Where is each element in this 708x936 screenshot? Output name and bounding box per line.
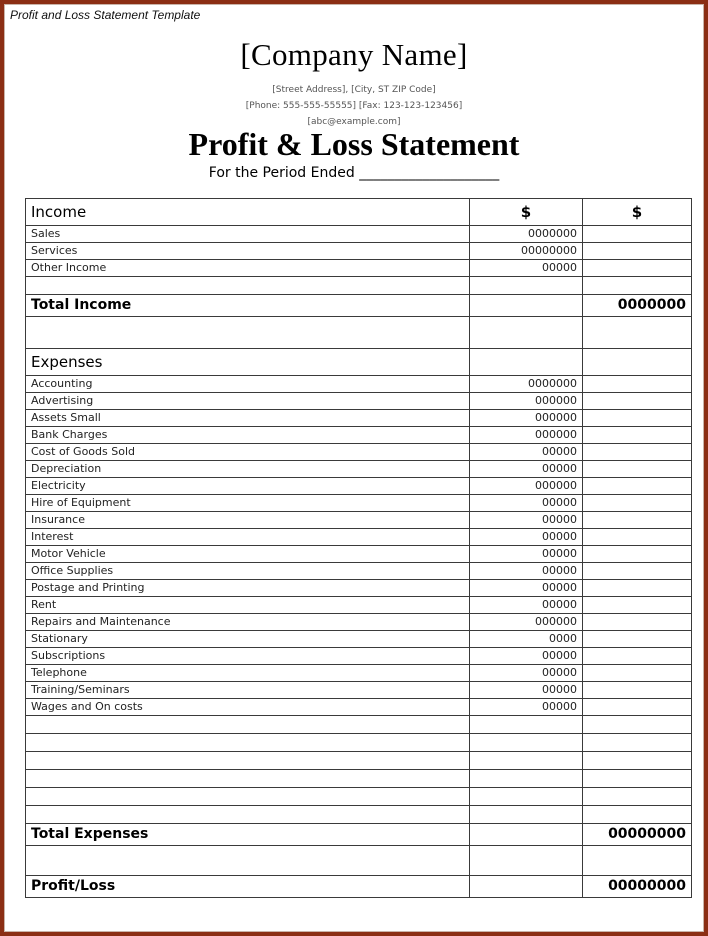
expense-item-value[interactable]: 000000 (470, 393, 583, 410)
empty-value-cell[interactable] (470, 277, 583, 295)
empty-label-cell[interactable] (26, 788, 470, 806)
expense-item-label: Postage and Printing (26, 580, 470, 597)
expense-item-label: Rent (26, 597, 470, 614)
empty-value-cell[interactable] (470, 770, 583, 788)
profit-loss-value[interactable]: 00000000 (583, 876, 692, 898)
expense-item-label: Stationary (26, 631, 470, 648)
expense-item-label: Electricity (26, 478, 470, 495)
expense-item-value[interactable]: 00000 (470, 512, 583, 529)
table-row (26, 682, 692, 699)
expense-item-value[interactable]: 000000 (470, 427, 583, 444)
empty-total-cell[interactable] (583, 734, 692, 752)
expense-item-total-cell[interactable] (583, 648, 692, 665)
empty-label-cell[interactable] (26, 317, 470, 349)
blank-row (26, 788, 692, 806)
empty-total-cell[interactable] (583, 716, 692, 734)
table-row (26, 546, 692, 563)
expense-item-total-cell[interactable] (583, 580, 692, 597)
income-item-value[interactable]: 00000 (470, 260, 583, 277)
income-heading: Income (26, 199, 470, 226)
blank-row (26, 770, 692, 788)
table-row (26, 495, 692, 512)
currency-col-1: $ (470, 199, 583, 226)
profit-loss-label: Profit/Loss (26, 876, 470, 898)
expense-item-total-cell[interactable] (583, 410, 692, 427)
expense-item-total-cell[interactable] (583, 699, 692, 716)
expense-item-label: Motor Vehicle (26, 546, 470, 563)
table-row (26, 614, 692, 631)
expense-item-total-cell[interactable] (583, 461, 692, 478)
empty-value-cell[interactable] (470, 317, 583, 349)
expense-item-total-cell[interactable] (583, 478, 692, 495)
total-income-sub-cell[interactable] (470, 295, 583, 317)
profit-loss (26, 876, 692, 898)
expense-item-total-cell[interactable] (583, 546, 692, 563)
income-header-row (26, 199, 692, 226)
table-row (26, 226, 692, 243)
expense-item-total-cell[interactable] (583, 682, 692, 699)
total-income-label: Total Income (26, 295, 470, 317)
expense-item-value[interactable]: 00000 (470, 546, 583, 563)
table-row (26, 512, 692, 529)
table-row (26, 393, 692, 410)
expense-item-label: Telephone (26, 665, 470, 682)
company-name: [Company Name] (240, 37, 468, 72)
total-expenses-sub-cell[interactable] (470, 824, 583, 846)
expense-item-label: Bank Charges (26, 427, 470, 444)
table-row (26, 597, 692, 614)
expenses-heading: Expenses (26, 349, 470, 376)
expense-item-total-cell[interactable] (583, 495, 692, 512)
empty-label-cell[interactable] (26, 846, 470, 876)
empty-value-cell[interactable] (470, 806, 583, 824)
expense-item-label: Office Supplies (26, 563, 470, 580)
expense-item-label: Depreciation (26, 461, 470, 478)
income-item-label: Services (26, 243, 470, 260)
expenses-col-2[interactable] (583, 349, 692, 376)
expense-item-value[interactable]: 000000 (470, 614, 583, 631)
expense-item-total-cell[interactable] (583, 614, 692, 631)
income-item-total-cell[interactable] (583, 260, 692, 277)
empty-value-cell[interactable] (470, 734, 583, 752)
expense-item-label: Advertising (26, 393, 470, 410)
income-item-total-cell[interactable] (583, 226, 692, 243)
expense-item-value[interactable]: 00000 (470, 580, 583, 597)
empty-value-cell[interactable] (470, 788, 583, 806)
table-row (26, 410, 692, 427)
blank-row (26, 734, 692, 752)
expense-item-value[interactable]: 00000 (470, 665, 583, 682)
empty-total-cell[interactable] (583, 846, 692, 876)
expense-item-value[interactable]: 000000 (470, 478, 583, 495)
expense-item-total-cell[interactable] (583, 376, 692, 393)
expense-item-total-cell[interactable] (583, 563, 692, 580)
empty-value-cell[interactable] (470, 752, 583, 770)
empty-total-cell[interactable] (583, 752, 692, 770)
income-item-value[interactable]: 00000000 (470, 243, 583, 260)
blank-row (26, 752, 692, 770)
empty-total-cell[interactable] (583, 317, 692, 349)
table-row (26, 699, 692, 716)
expense-item-value[interactable]: 00000 (470, 699, 583, 716)
expense-item-value[interactable]: 00000 (470, 461, 583, 478)
period-line: For the Period Ended ____________________ (208, 165, 500, 181)
empty-total-cell[interactable] (583, 806, 692, 824)
blank-row (26, 277, 692, 295)
expense-item-label: Accounting (26, 376, 470, 393)
total-expenses-label: Total Expenses (26, 824, 470, 846)
spacer-row (26, 317, 692, 349)
expense-item-label: Training/Seminars (26, 682, 470, 699)
expense-item-value[interactable]: 00000 (470, 597, 583, 614)
table-row (26, 563, 692, 580)
expense-item-total-cell[interactable] (583, 597, 692, 614)
empty-label-cell[interactable] (26, 770, 470, 788)
expense-item-value[interactable]: 00000 (470, 444, 583, 461)
expense-item-label: Subscriptions (26, 648, 470, 665)
expense-item-value[interactable]: 000000 (470, 410, 583, 427)
document-caption: Profit and Loss Statement Template (10, 8, 201, 22)
table-row (26, 260, 692, 277)
expenses-col-1[interactable] (470, 349, 583, 376)
expense-item-total-cell[interactable] (583, 444, 692, 461)
table-row (26, 427, 692, 444)
empty-label-cell[interactable] (26, 752, 470, 770)
table-row (26, 648, 692, 665)
expense-item-total-cell[interactable] (583, 631, 692, 648)
income-item-label: Sales (26, 226, 470, 243)
total-income-value[interactable]: 0000000 (583, 295, 692, 317)
expense-item-value[interactable]: 0000000 (470, 376, 583, 393)
empty-label-cell[interactable] (26, 716, 470, 734)
spacer-row (26, 846, 692, 876)
expense-item-value[interactable]: 00000 (470, 495, 583, 512)
expense-item-total-cell[interactable] (583, 512, 692, 529)
expense-item-label: Cost of Goods Sold (26, 444, 470, 461)
table-row (26, 580, 692, 597)
expense-item-label: Wages and On costs (26, 699, 470, 716)
expense-item-label: Repairs and Maintenance (26, 614, 470, 631)
empty-label-cell[interactable] (26, 734, 470, 752)
expense-item-total-cell[interactable] (583, 529, 692, 546)
income-item-value[interactable]: 0000000 (470, 226, 583, 243)
expense-item-label: Hire of Equipment (26, 495, 470, 512)
expense-item-label: Assets Small (26, 410, 470, 427)
empty-label-cell[interactable] (26, 277, 470, 295)
total-expenses (26, 824, 692, 846)
table-row (26, 444, 692, 461)
expense-item-value[interactable]: 0000 (470, 631, 583, 648)
expense-item-label: Insurance (26, 512, 470, 529)
income-item-total-cell[interactable] (583, 243, 692, 260)
total-expenses-value[interactable]: 00000000 (583, 824, 692, 846)
company-email: [abc@example.com] (307, 117, 401, 127)
expense-item-label: Interest (26, 529, 470, 546)
blank-row (26, 806, 692, 824)
table-row (26, 243, 692, 260)
pl-table (25, 198, 692, 898)
profit-loss-sub-cell[interactable] (470, 876, 583, 898)
currency-col-2: $ (583, 199, 692, 226)
table-row (26, 631, 692, 648)
table-row (26, 478, 692, 495)
total-income (26, 295, 692, 317)
table-row (26, 461, 692, 478)
income-item-label: Other Income (26, 260, 470, 277)
table-row (26, 665, 692, 682)
statement-title: Profit & Loss Statement (188, 126, 520, 162)
expenses-header-row (26, 349, 692, 376)
table-row (26, 376, 692, 393)
company-contact: [Phone: 555-555-55555] [Fax: 123-123-123456] (245, 101, 463, 111)
expense-item-value[interactable]: 00000 (470, 682, 583, 699)
empty-total-cell[interactable] (583, 788, 692, 806)
expense-item-value[interactable]: 00000 (470, 563, 583, 580)
expense-item-total-cell[interactable] (583, 665, 692, 682)
blank-row (26, 716, 692, 734)
expense-item-total-cell[interactable] (583, 393, 692, 410)
empty-label-cell[interactable] (26, 806, 470, 824)
expense-item-value[interactable]: 00000 (470, 529, 583, 546)
empty-value-cell[interactable] (470, 846, 583, 876)
empty-value-cell[interactable] (470, 716, 583, 734)
company-address: [Street Address], [City, ST ZIP Code] (272, 85, 436, 95)
expense-item-value[interactable]: 00000 (470, 648, 583, 665)
empty-total-cell[interactable] (583, 277, 692, 295)
expense-item-total-cell[interactable] (583, 427, 692, 444)
empty-total-cell[interactable] (583, 770, 692, 788)
table-row (26, 529, 692, 546)
